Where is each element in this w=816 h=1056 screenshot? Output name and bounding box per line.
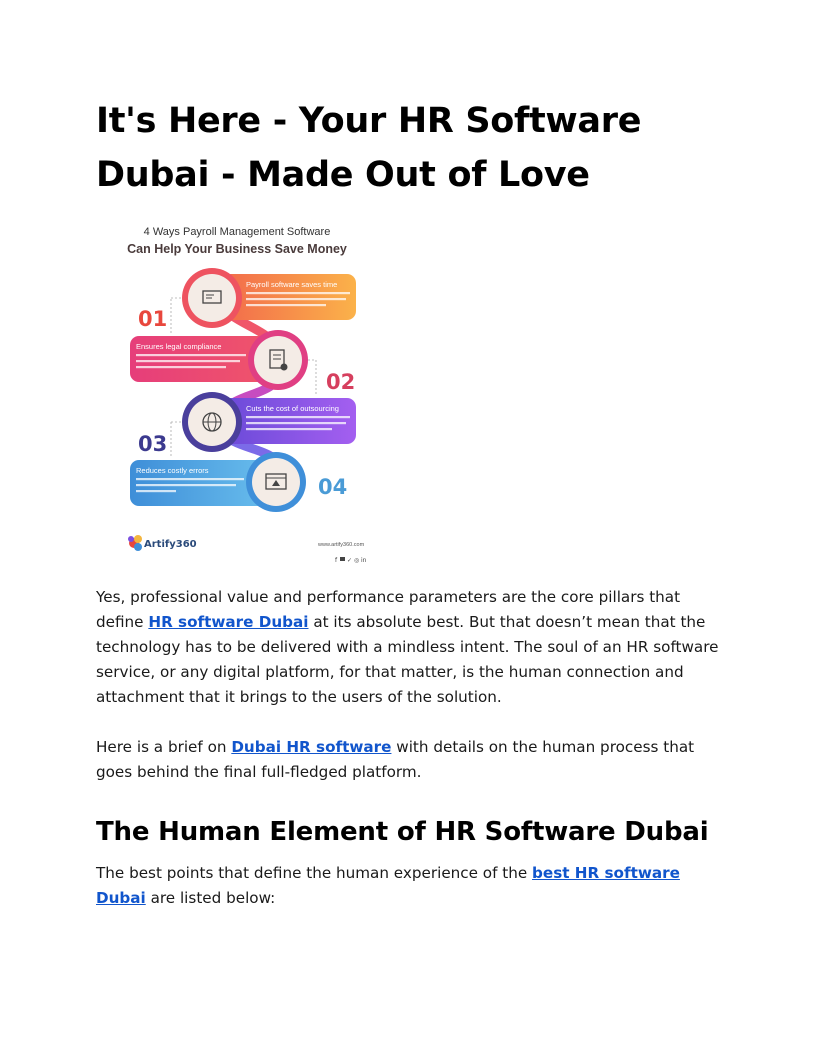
points-paragraph: The best points that define the human experience of the best HR software Dubai are listed below: (96, 864, 680, 907)
brief-paragraph: Here is a brief on Dubai HR software with details on the human process that goes behind the final full-fledged platform. (96, 738, 695, 781)
item-4-number: 04 (318, 475, 348, 499)
youtube-icon (340, 557, 345, 561)
item-1-number: 01 (138, 307, 168, 331)
intro-paragraph: Yes, professional value and performance parameters are the core pillars that define HR software Dubai at its absolute best. But that doesn’t mean that the technology has to be delivered with a mindless intent. The soul of an HR software service, or any digital platform, for that matter, is the human connection and attachment that it brings to the users of the solution. (96, 588, 719, 706)
twitter-icon: ✓ (347, 557, 353, 564)
infographic-heading-1: 4 Ways Payroll Management Software (143, 226, 331, 238)
item-1-title: Payroll software saves time (246, 280, 338, 289)
infographic-item-2 (130, 330, 355, 394)
brand-name: Artify360 (144, 539, 197, 550)
linkedin-icon: in (361, 557, 367, 564)
brand-website: www.artify360.com (318, 542, 365, 548)
page-title: It's Here - Your HR Software Dubai - Made Out of Love (96, 101, 642, 195)
item-3-number: 03 (138, 432, 168, 456)
best-hr-software-dubai-link[interactable]: best HR software Dubai (96, 864, 680, 907)
item-2-number: 02 (326, 370, 356, 394)
item-2-title: Ensures legal compliance (136, 342, 222, 351)
item-4-title: Reduces costly errors (136, 466, 209, 475)
section-heading: The Human Element of HR Software Dubai (96, 817, 709, 847)
social-icons (335, 557, 367, 564)
pinterest-icon: ◎ (354, 557, 360, 564)
dubai-hr-software-link[interactable]: Dubai HR software (231, 738, 392, 756)
infographic-item-4 (130, 452, 347, 512)
item-3-title: Cuts the cost of outsourcing (246, 404, 339, 413)
hr-software-dubai-link[interactable]: HR software Dubai (148, 613, 309, 631)
payroll-infographic (126, 218, 376, 570)
facebook-icon: f (335, 557, 338, 564)
artify360-logo (128, 535, 197, 551)
infographic-heading-2: Can Help Your Business Save Money (127, 242, 347, 256)
